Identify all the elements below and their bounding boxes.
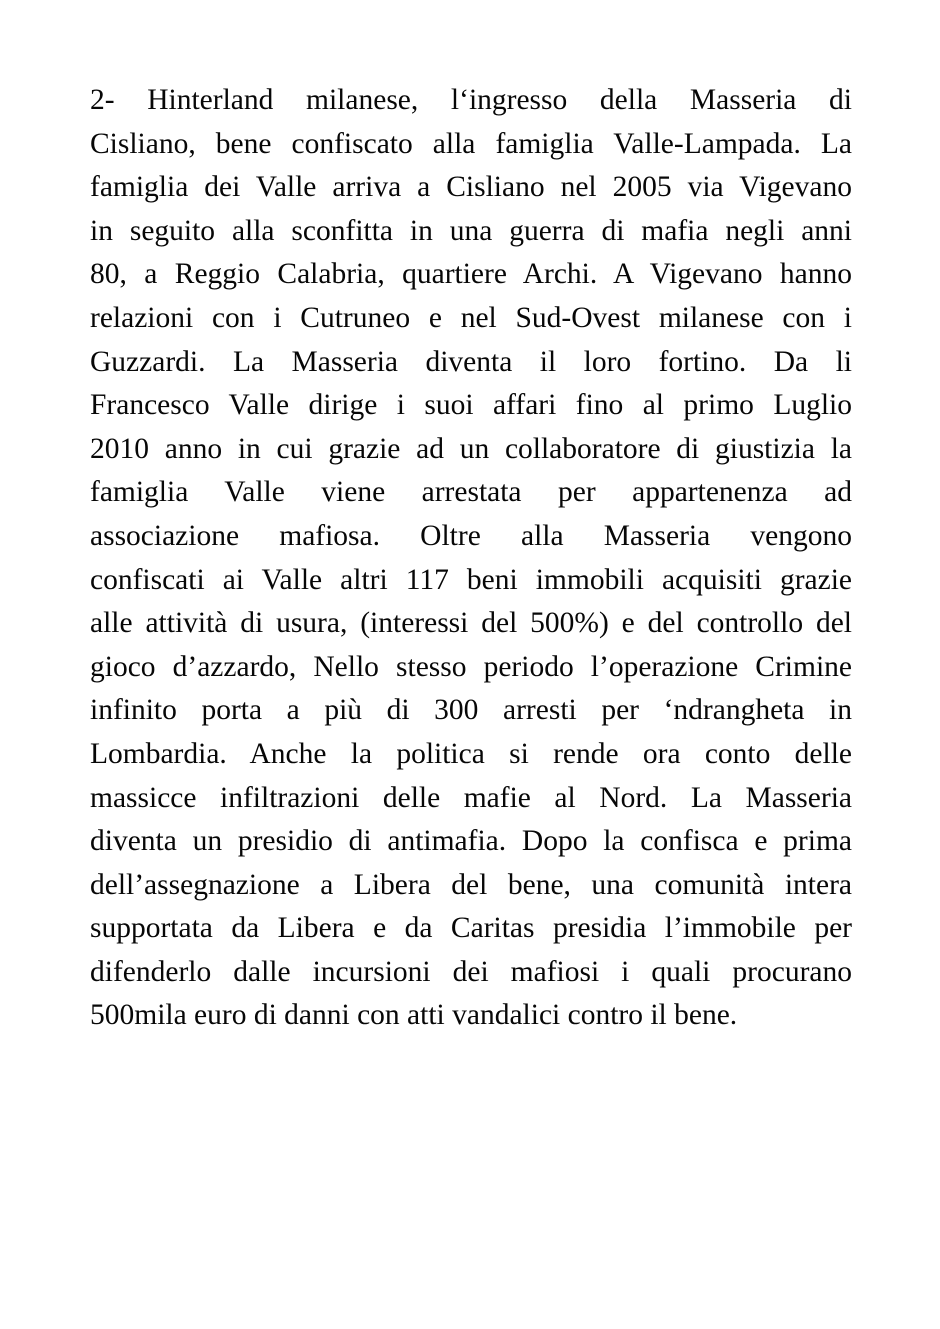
text-line: Cisliano, bene confiscato alla famiglia Valle-Lampada. La xyxy=(90,127,852,160)
text-line: Francesco Valle dirige i suoi affari fino al primo Luglio xyxy=(90,389,852,422)
text-line: 2010 anno in cui grazie ad un collaboratore di giustizia la xyxy=(90,432,852,465)
text-line: supportata da Libera e da Caritas presidia l’immobile per xyxy=(90,912,852,945)
text-line: difenderlo dalle incursioni dei mafiosi i quali procurano xyxy=(90,955,852,988)
text-line: alle attività di usura, (interessi del 500%) e del controllo del xyxy=(90,607,852,640)
text-line: confiscati ai Valle altri 117 beni immobili acquisiti grazie xyxy=(90,563,852,596)
text-line: dell’assegnazione a Libera del bene, una comunità intera xyxy=(90,868,852,901)
text-line: 80, a Reggio Calabria, quartiere Archi. A Vigevano hanno xyxy=(90,258,852,291)
text-line: famiglia Valle viene arrestata per appartenenza ad xyxy=(90,476,852,509)
text-line: famiglia dei Valle arriva a Cisliano nel 2005 via Vigevano xyxy=(90,171,852,204)
text-line: diventa un presidio di antimafia. Dopo la confisca e prima xyxy=(90,825,852,858)
text-paragraph xyxy=(90,79,852,1038)
text-line: Lombardia. Anche la politica si rende ora conto delle xyxy=(90,737,852,770)
text-line: gioco d’azzardo, Nello stesso periodo l’operazione Crimine xyxy=(90,650,852,683)
text-line: massicce infiltrazioni delle mafie al Nord. La Masseria xyxy=(90,781,852,814)
text-line: infinito porta a più di 300 arresti per ‘ndrangheta in xyxy=(90,694,852,727)
text-line: 2- Hinterland milanese, l‘ingresso della Masseria di xyxy=(90,84,852,116)
text-line: in seguito alla sconfitta in una guerra di mafia negli anni xyxy=(90,214,852,247)
text-line: associazione mafiosa. Oltre alla Masseria vengono xyxy=(90,519,852,552)
text-line: 500mila euro di danni con atti vandalici contro il bene. xyxy=(90,999,738,1032)
text-line: Guzzardi. La Masseria diventa il loro fortino. Da li xyxy=(90,345,852,378)
text-line: relazioni con i Cutruneo e nel Sud-Ovest milanese con i xyxy=(90,301,852,334)
